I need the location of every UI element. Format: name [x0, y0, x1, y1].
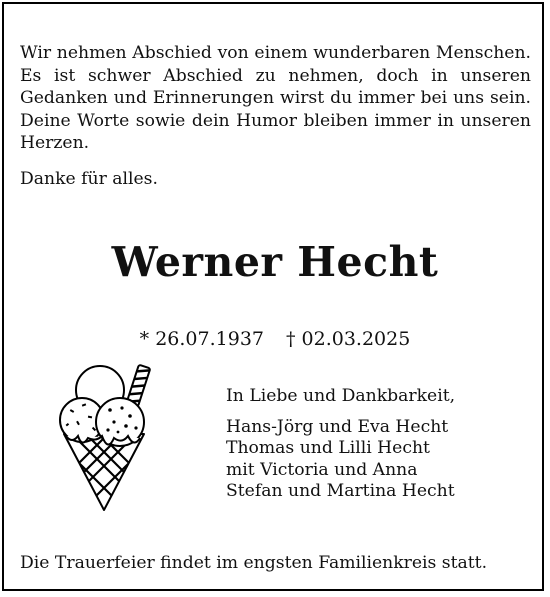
- deceased-name: Werner Hecht: [111, 238, 439, 286]
- family-block: [226, 386, 455, 503]
- family-line: Hans-Jörg und Eva Hecht: [226, 416, 449, 437]
- footer-text: Die Trauerfeier findet im engsten Familienkreis statt.: [20, 553, 488, 573]
- family-line: Stefan und Martina Hecht: [226, 481, 455, 501]
- death-date: † 02.03.2025: [286, 328, 411, 350]
- ice-cream-cone-icon: [52, 364, 162, 514]
- life-dates: [0, 326, 550, 352]
- intro-text: Wir nehmen Abschied von einem wunderbaren Menschen. Es ist schwer Abschied zu nehmen, doch in unseren Gedanken und Erinnerungen wirst du immer bei uns sein. Deine Worte sowie dein Humor bleiben immer in unseren Herzen.: [20, 43, 531, 153]
- birth-date: * 26.07.1937: [139, 328, 264, 350]
- family-line: mit Victoria und Anna: [226, 459, 418, 480]
- thanks-text: Danke für alles.: [20, 169, 158, 189]
- family-line: Thomas und Lilli Hecht: [226, 438, 430, 458]
- family-lead: In Liebe und Dankbarkeit,: [226, 386, 456, 406]
